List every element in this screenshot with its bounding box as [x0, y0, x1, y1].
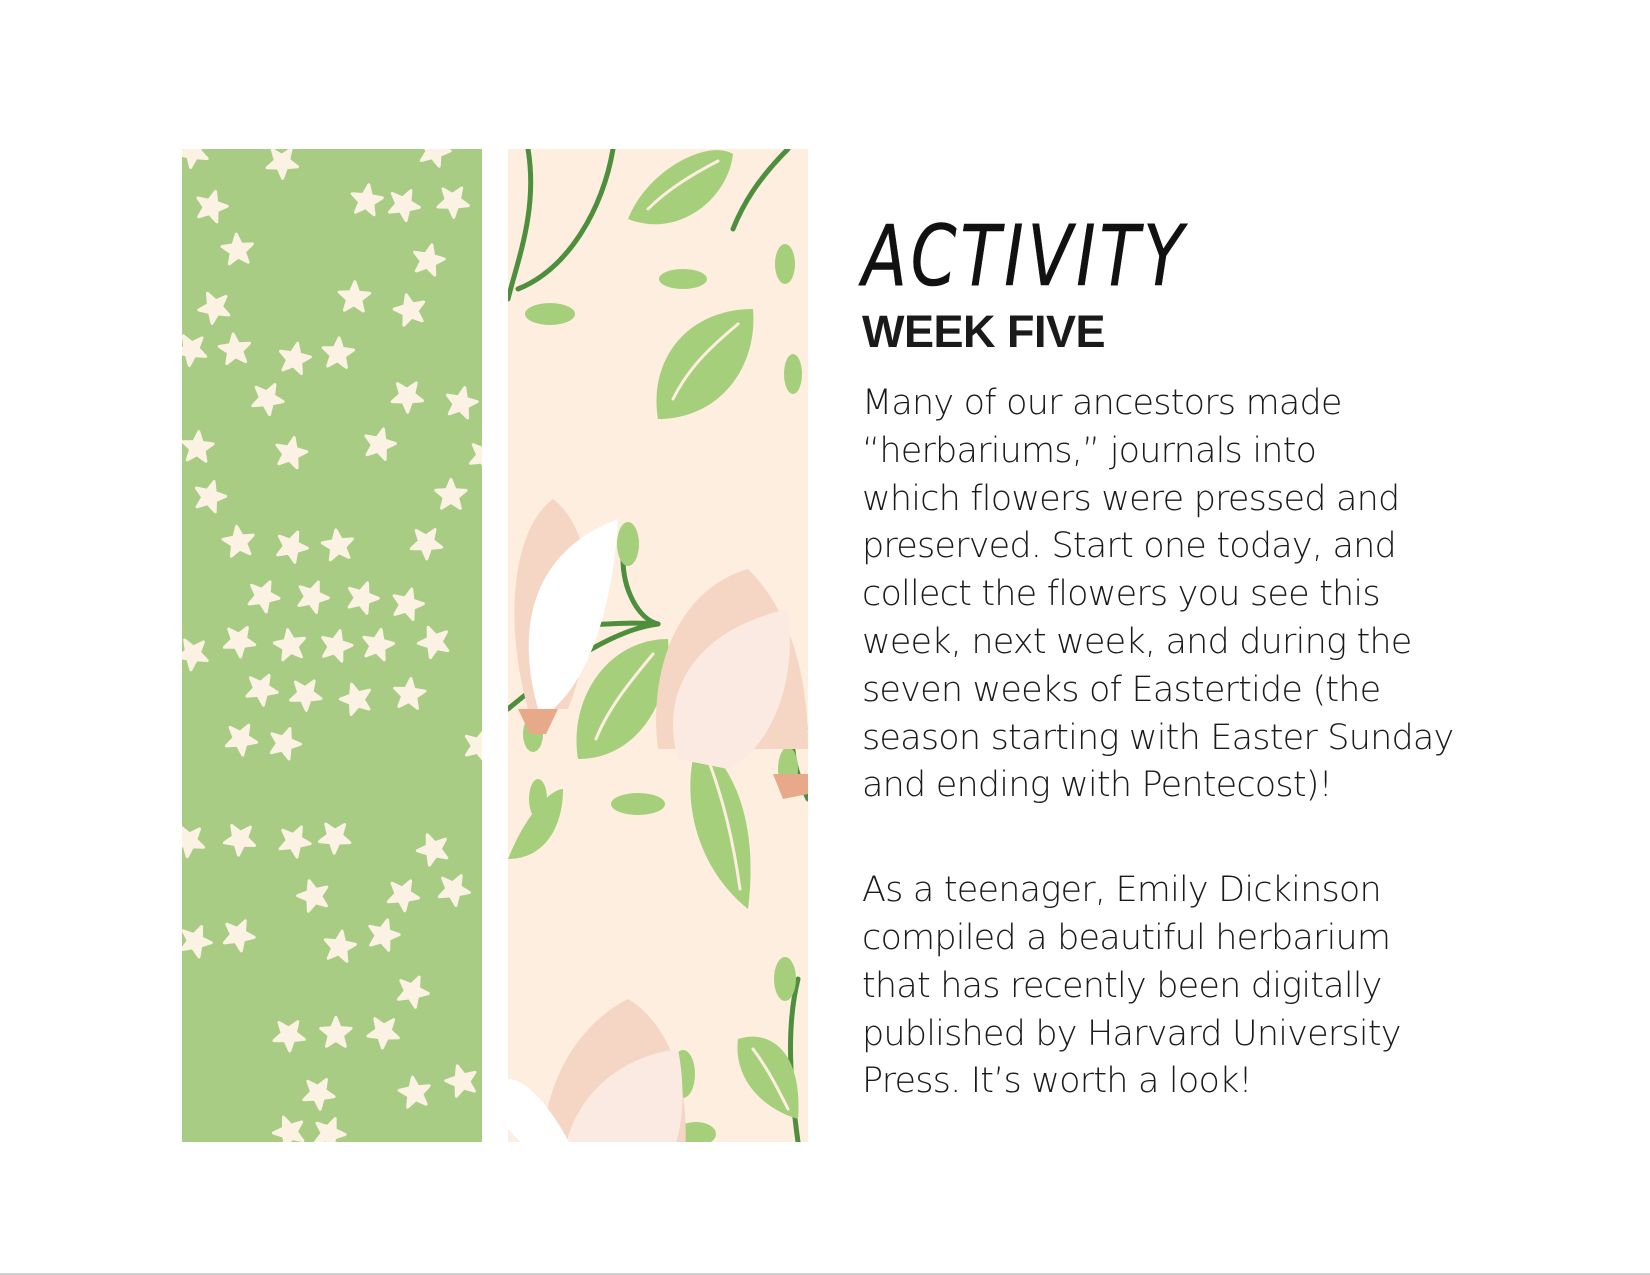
magnolia-floral-icon	[508, 149, 808, 1142]
star-pattern-icon	[182, 149, 482, 1142]
activity-paragraph-2: As a teenager, Emily Dickinson compiled a beautiful herbarium that has recently been digitally published by Harvard University Press. It’s worth a look!	[862, 870, 1401, 1102]
floral-pattern-panel	[508, 149, 808, 1142]
activity-text-column	[862, 207, 1562, 1106]
star-pattern-panel	[182, 149, 482, 1142]
week-subtitle: WEEK FIVE	[862, 306, 1106, 357]
activity-paragraph-1: Many of our ancestors made “herbariums,” journals into which flowers were pressed and preserved. Start one today, and collect the flowers you see this week, next week, and during the seven weeks of Eastertide (the season starting with Easter Sunday and ending with Pentecost)!	[862, 383, 1454, 806]
activity-title: ACTIVITY	[862, 207, 1188, 305]
